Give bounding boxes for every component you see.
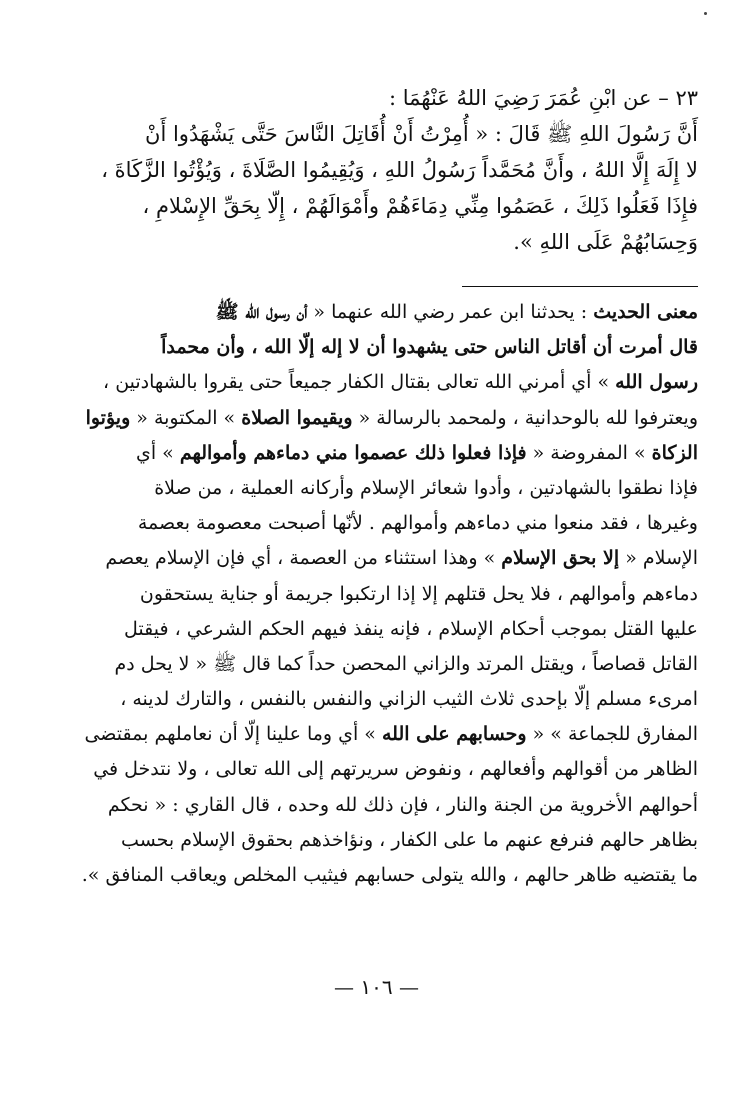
commentary-line: عليها القتل بموجب أحكام الإسلام ، فإنه ينفذ فيهم الحكم الشرعي ، فيقتل bbox=[123, 617, 698, 640]
commentary-line: الإسلام « إلا بحق الإسلام » وهذا استثناء من العصمة ، أي فإن الإسلام يعصم bbox=[105, 547, 698, 570]
commentary-line: دماءهم وأموالهم ، فلا يحل قتلهم إلا إذا ارتكبوا جريمة أو جناية يستحقون bbox=[139, 582, 698, 605]
commentary-line: معنى الحديث : يحدثنا ابن عمر رضي الله عنهما « أن رسول الله ﷺ bbox=[215, 301, 698, 323]
commentary-line: رسول الله » أي أمرني الله تعالى بقتال الكفار جميعاً حتى يقروا بالشهادتين ، bbox=[103, 371, 698, 394]
page-number: — ١٠٦ — bbox=[334, 975, 419, 999]
commentary-line: القاتل قصاصاً ، ويقتل المرتد والزاني المحصن حداً كما قال ﷺ « لا يحل دم bbox=[114, 652, 698, 675]
page-speck bbox=[704, 12, 707, 15]
commentary-line: بظاهر حالهم فنرفع عنهم ما على الكفار ، ونؤاخذهم بحقوق الإسلام بحسب bbox=[121, 828, 698, 851]
commentary-line: ما يقتضيه ظاهر حالهم ، والله يتولى حسابهم فيثيب المخلص ويعاقب المنافق ». bbox=[81, 864, 698, 886]
hadith-text bbox=[58, 80, 698, 260]
hadith-line: لا إِلَهَ إِلَّا اللهُ ، وأَنَّ مُحَمَّداً رَسُولُ اللهِ ، وَيُقِيمُوا الصَّلَاةَ ، وَيُؤْتُوا الزَّكَاةَ ، bbox=[101, 158, 698, 182]
hadith-line: أَنَّ رَسُولَ اللهِ ﷺ قَالَ : « أُمِرْتُ أَنْ أُقَاتِلَ النَّاسَ حَتَّى يَشْهَدُوا أَنْ bbox=[145, 122, 698, 146]
commentary-line: ويعترفوا لله بالوحدانية ، ولمحمد بالرسالة « ويقيموا الصلاة » المكتوبة « ويؤتوا bbox=[85, 406, 698, 429]
page-body bbox=[58, 80, 698, 893]
section-divider bbox=[462, 286, 698, 287]
hadith-line: فإِذَا فَعَلُوا ذَلِكَ ، عَصَمُوا مِنِّي دِمَاءَهُمْ وأَمْوَالَهُمْ ، إِلّا بِحَقِّ الإِسْلامِ ، bbox=[142, 194, 698, 218]
commentary-line: الظاهر من أقوالهم وأفعالهم ، ونفوض سريرتهم إلى الله تعالى ، ولا نتدخل في bbox=[93, 758, 698, 781]
commentary-line: وغيرها ، فقد منعوا مني دماءهم وأموالهم . لأنّها أصبحت معصومة بعصمة bbox=[137, 512, 698, 535]
commentary-line: المفارق للجماعة » « وحسابهم على الله » أي وما علينا إلّا أن نعاملهم بمقتضى bbox=[84, 723, 698, 746]
hadith-heading: ٢٣ – عن ابْنِ عُمَرَ رَضِيَ اللهُ عَنْهُمَا : bbox=[389, 86, 698, 110]
commentary-line: الزكاة » المفروضة « فإذا فعلوا ذلك عصموا مني دماءهم وأموالهم » أي bbox=[135, 441, 698, 464]
hadith-line: وَحِسَابُهُمْ عَلَى اللهِ ». bbox=[513, 230, 698, 254]
commentary-line: قال أمرت أن أقاتل الناس حتى يشهدوا أن لا إله إلّا الله ، وأن محمداً bbox=[161, 336, 698, 359]
section-heading: معنى الحديث bbox=[593, 301, 698, 323]
commentary-text bbox=[58, 295, 698, 893]
commentary-line: أحوالهم الأخروية من الجنة والنار ، فإن ذلك لله وحده ، قال القاري : « نحكم bbox=[107, 793, 698, 816]
commentary-line: امرىء مسلم إلّا بإحدى ثلاث الثيب الزاني والنفس بالنفس ، والتارك لدينه ، bbox=[120, 688, 698, 711]
commentary-line: فإذا نطقوا بالشهادتين ، وأدوا شعائر الإسلام وأركانه العملية ، من صلاة bbox=[154, 476, 698, 499]
